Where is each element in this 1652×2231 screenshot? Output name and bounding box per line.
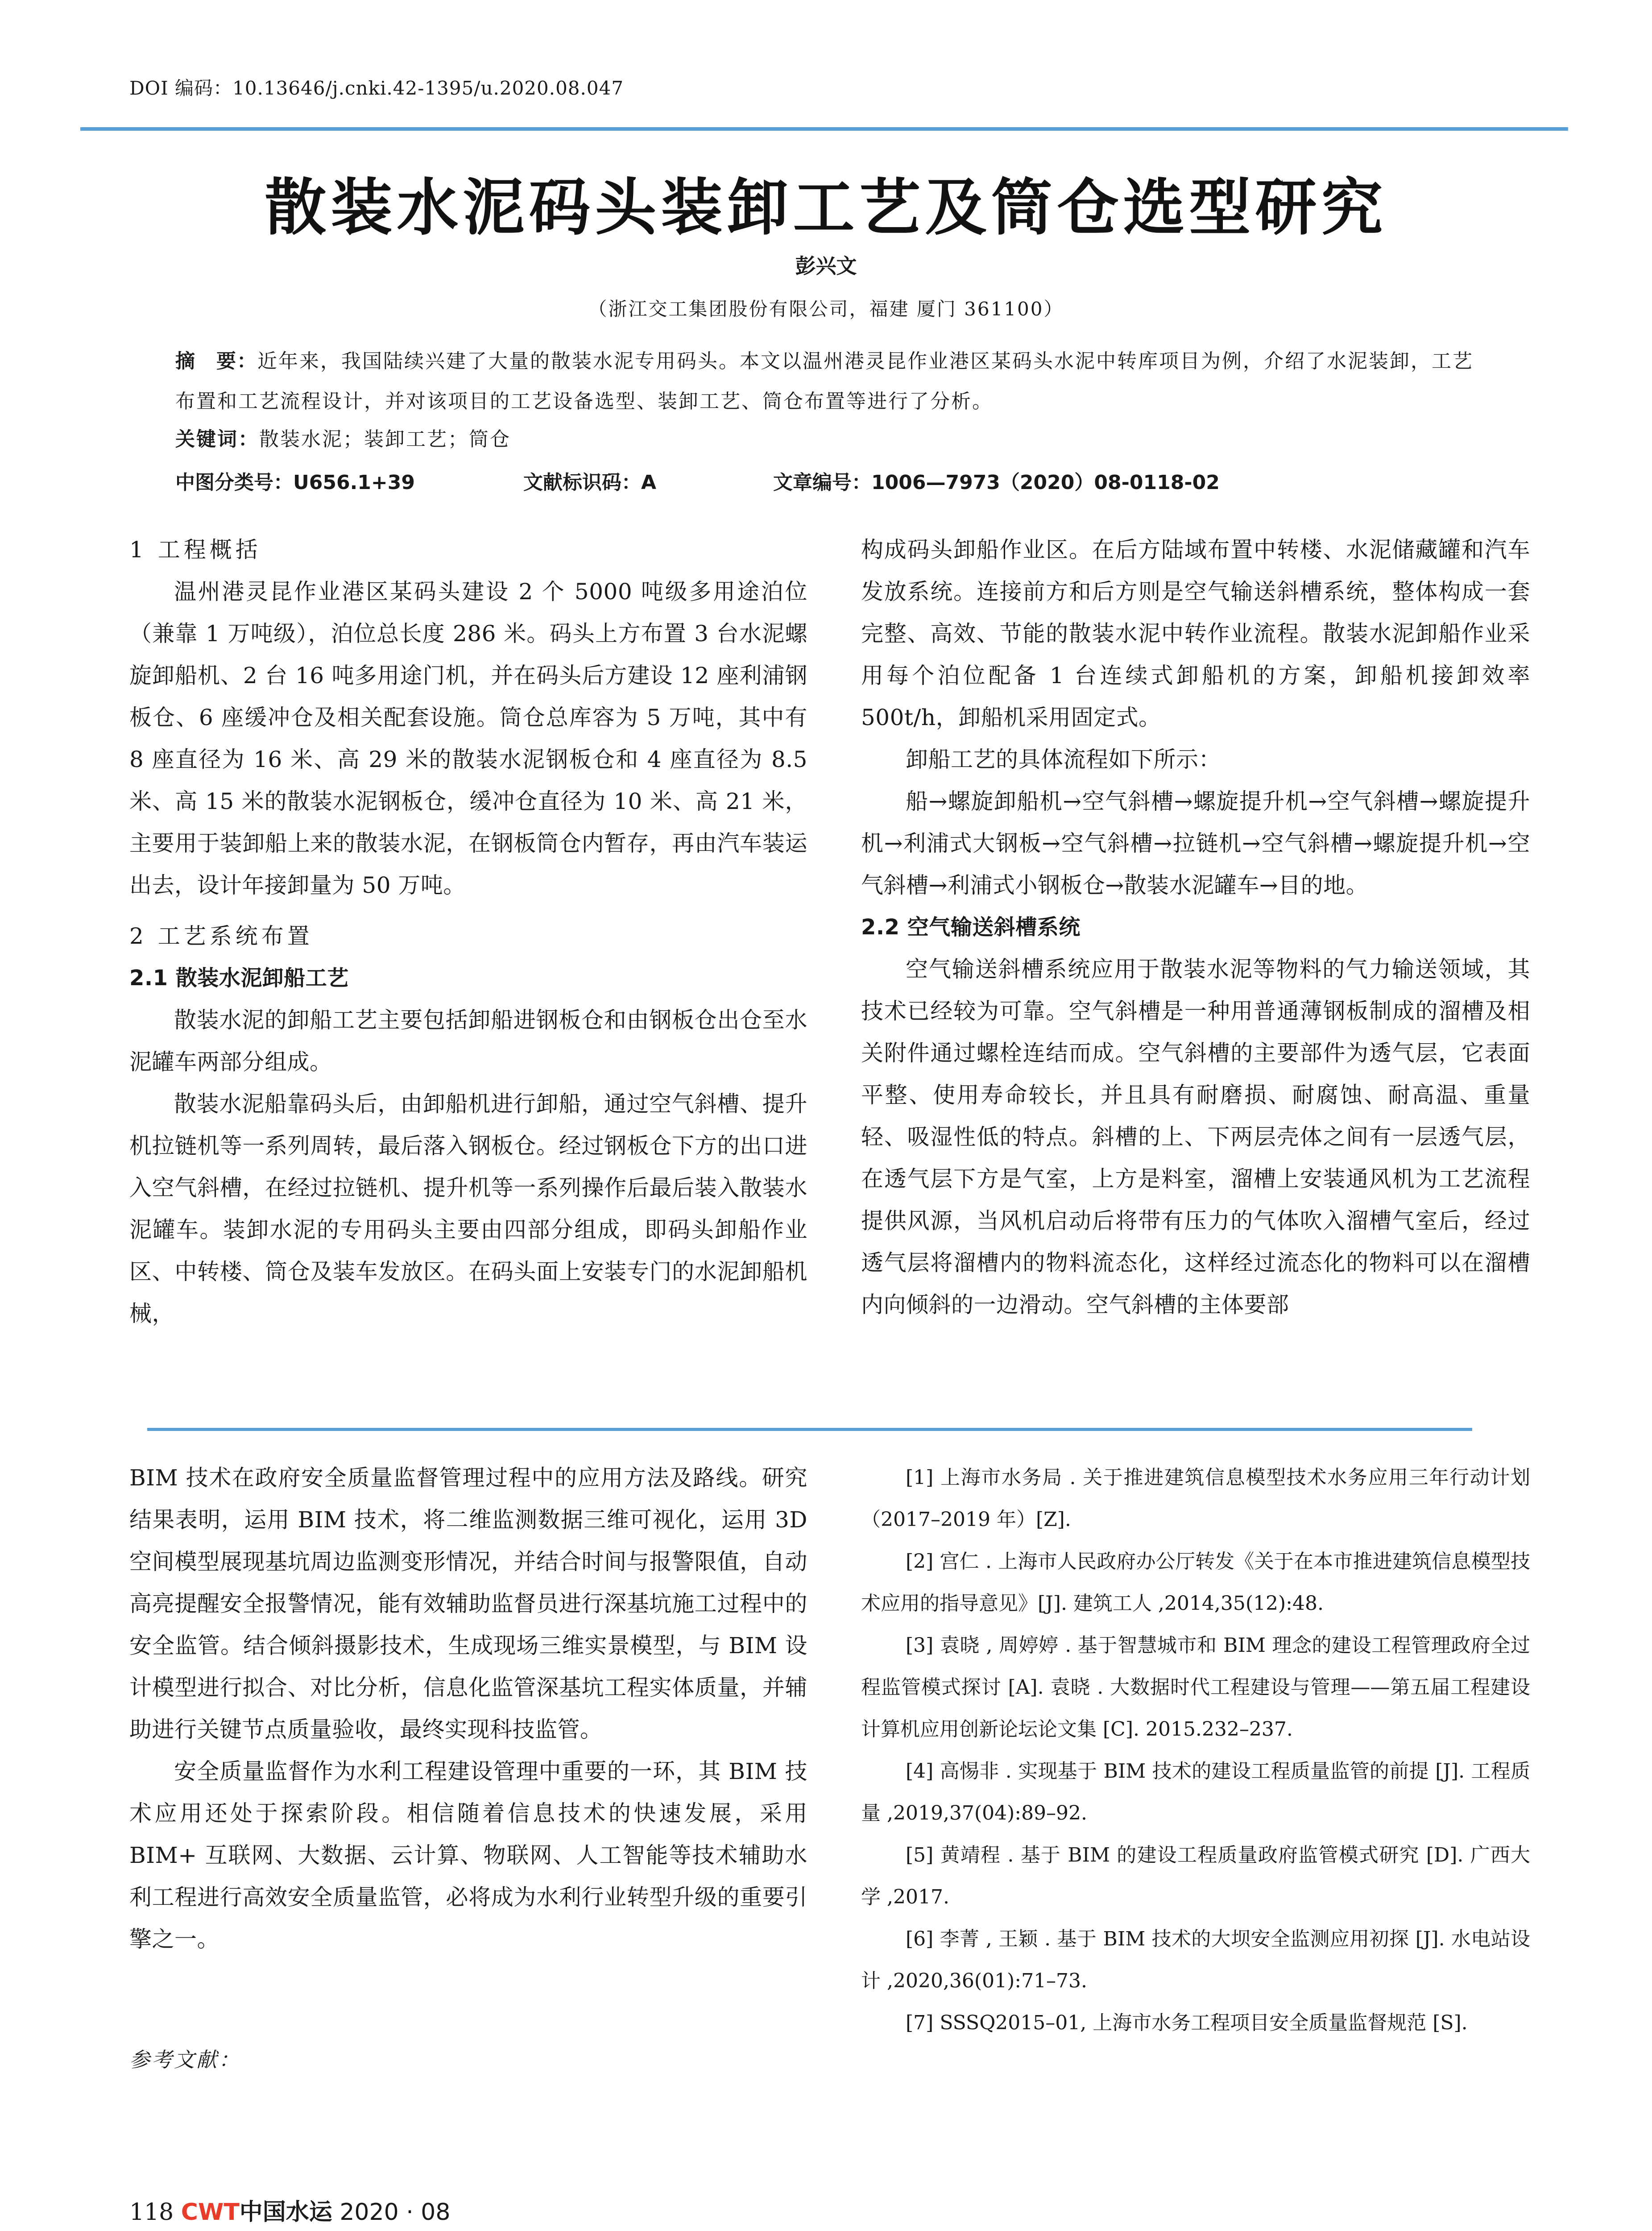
- section-1-paragraph: 温州港灵昆作业港区某码头建设 2 个 5000 吨级多用途泊位（兼靠 1 万吨级），泊位总长度 286 米。码头上方布置 3 台水泥螺旋卸船机、2 台 16 吨多用途门机，并在码头后方建设 12 座利浦钢板仓、6 座缓冲仓及相关配套设施。筒仓总库容为 5 万吨，其中有 8 座直径为 16 米、高 29 米的散装水泥钢板仓和 4 座直径为 8.5 米、高 15 米的散装水泥钢板仓，缓冲仓直径为 10 米、高 21 米，主要用于装卸船上来的散装水泥，在钢板筒仓内暂存，再由汽车装运出去，设计年接卸量为 50 万吨。: [129, 579, 807, 898]
- brand-logo: CWT: [181, 2199, 240, 2226]
- continued-paragraph: 构成码头卸船作业区。在后方陆域布置中转楼、水泥储藏罐和汽车发放系统。连接前方和后方则是空气输送斜槽系统，整体构成一套完整、高效、节能的散装水泥中转作业流程。散装水泥卸船作业采用每个泊位配备 1 台连续式卸船机的方案，卸船机接卸效率 500t/h，卸船机采用固定式。: [861, 537, 1530, 730]
- keywords: [175, 423, 511, 452]
- abstract: [175, 341, 1487, 422]
- doi-line: DOI 编码：10.13646/j.cnki.42-1395/u.2020.08.047: [129, 77, 624, 99]
- section-2-heading: 2 工艺系统布置: [129, 923, 313, 949]
- document-code: 文献标识码：A: [523, 471, 657, 494]
- article-title: 散装水泥码头装卸工艺及筒仓选型研究: [265, 171, 1387, 244]
- middle-rule: [147, 1428, 1472, 1431]
- abstract-text: 近年来，我国陆续兴建了大量的散装水泥专用码头。本文以温州港灵昆作业港区某码头水泥中转库项目为例，介绍了水泥装卸，工艺布置和工艺流程设计，并对该项目的工艺设备选型、装卸工艺、筒仓布置等进行了分析。: [175, 350, 1474, 413]
- issue-number: 2020 · 08: [340, 2199, 451, 2226]
- page-footer: [129, 2193, 450, 2227]
- section-2-2-heading: 2.2 空气输送斜槽系统: [861, 915, 1081, 940]
- clc-number: 中图分类号：U656.1+39: [175, 471, 415, 494]
- reference-item: [1] 上海市水务局 . 关于推进建筑信息模型技术水务应用三年行动计划（2017–2019 年）[Z].: [861, 1466, 1530, 1531]
- left-column-bottom: [129, 1457, 807, 1960]
- keywords-text: 散装水泥；装卸工艺；筒仓: [259, 428, 511, 451]
- references-label: 参考文献：: [129, 2048, 241, 2072]
- left-column-top: [129, 529, 807, 1335]
- reference-list: [861, 1457, 1530, 2044]
- section-2-1-heading: 2.1 散装水泥卸船工艺: [129, 966, 349, 991]
- keywords-label: 关键词：: [175, 428, 259, 451]
- classification-line: [175, 466, 1487, 495]
- reference-item: [5] 黄靖程 . 基于 BIM 的建设工程质量政府监管模式研究 [D]. 广西大学 ,2017.: [861, 1844, 1530, 1908]
- author: 彭兴文: [795, 254, 857, 278]
- abstract-label: 摘 要：: [175, 350, 257, 373]
- article-number: 文章编号：1006—7973（2020）08-0118-02: [773, 471, 1220, 494]
- section-1-heading: 1 工程概括: [129, 537, 261, 563]
- flow-intro: 卸船工艺的具体流程如下所示：: [906, 746, 1221, 772]
- reference-item: [4] 高惕非 . 实现基于 BIM 技术的建设工程质量监管的前提 [J]. 工程质量 ,2019,37(04):89–92.: [861, 1760, 1530, 1825]
- reference-item: [7] SSSQ2015–01, 上海市水务工程项目安全质量监督规范 [S].: [906, 2011, 1468, 2034]
- affiliation: （浙江交工集团股份有限公司，福建 厦门 361100）: [588, 298, 1064, 320]
- bim-paragraph-2: 安全质量监督作为水利工程建设管理中重要的一环，其 BIM 技术应用还处于探索阶段。相信随着信息技术的快速发展，采用 BIM+ 互联网、大数据、云计算、物联网、人工智能等技术辅助水利工程进行高效安全质量监管，必将成为水利行业转型升级的重要引擎之一。: [129, 1758, 807, 1952]
- reference-item: [6] 李菁 , 王颖 . 基于 BIM 技术的大坝安全监测应用初探 [J]. 水电站设计 ,2020,36(01):71–73.: [861, 1928, 1530, 1992]
- section-2-1-paragraph-2: 散装水泥船靠码头后，由卸船机进行卸船，通过空气斜槽、提升机拉链机等一系列周转，最后落入钢板仓。经过钢板仓下方的出口进入空气斜槽，在经过拉链机、提升机等一系列操作后最后装入散装水泥罐车。装卸水泥的专用码头主要由四部分组成，即码头卸船作业区、中转楼、筒仓及装车发放区。在码头面上安装专门的水泥卸船机械，: [129, 1091, 807, 1327]
- section-2-2-paragraph: 空气输送斜槽系统应用于散装水泥等物料的气力输送领域，其技术已经较为可靠。空气斜槽是一种用普通薄钢板制成的溜槽及相关附件通过螺栓连结而成。空气斜槽的主要部件为透气层，它表面平整、使用寿命较长，并且具有耐磨损、耐腐蚀、耐高温、重量轻、吸湿性低的特点。斜槽的上、下两层壳体之间有一层透气层，在透气层下方是气室，上方是料室，溜槽上安装通风机为工艺流程提供风源，当风机启动后将带有压力的气体吹入溜槽气室后，经过透气层将溜槽内的物料流态化，这样经过流态化的物料可以在溜槽内向倾斜的一边滑动。空气斜槽的主体要部: [861, 956, 1530, 1318]
- magazine-name: 中国水运: [239, 2199, 332, 2226]
- reference-item: [2] 宫仁 . 上海市人民政府办公厅转发《关于在本市推进建筑信息模型技术应用的指导意见》[J]. 建筑工人 ,2014,35(12):48.: [861, 1550, 1530, 1615]
- flow-sequence: 船→螺旋卸船机→空气斜槽→螺旋提升机→空气斜槽→螺旋提升机→利浦式大钢板→空气斜槽→拉链机→空气斜槽→螺旋提升机→空气斜槽→利浦式小钢板仓→散装水泥罐车→目的地。: [861, 788, 1530, 898]
- bim-paragraph-1: BIM 技术在政府安全质量监督管理过程中的应用方法及路线。研究结果表明，运用 BIM 技术，将二维监测数据三维可视化，运用 3D 空间模型展现基坑周边监测变形情况，并结合时间与报警限值，自动高亮提醒安全报警情况，能有效辅助监督员进行深基坑施工过程中的安全监管。结合倾斜摄影技术，生成现场三维实景模型，与 BIM 设计模型进行拟合、对比分析，信息化监管深基坑工程实体质量，并辅助进行关键节点质量验收，最终实现科技监管。: [129, 1465, 807, 1742]
- page-number: 118: [129, 2199, 174, 2226]
- reference-item: [3] 袁晓 , 周婷婷 . 基于智慧城市和 BIM 理念的建设工程管理政府全过程监管模式探讨 [A]. 袁晓 . 大数据时代工程建设与管理——第五届工程建设计算机应用创新论坛论文集 [C]. 2015.232–237.: [861, 1634, 1530, 1741]
- section-2-1-paragraph-1: 散装水泥的卸船工艺主要包括卸船进钢板仓和由钢板仓出仓至水泥罐车两部分组成。: [129, 1007, 807, 1075]
- top-rule: [80, 127, 1568, 131]
- right-column-top: [861, 529, 1530, 1326]
